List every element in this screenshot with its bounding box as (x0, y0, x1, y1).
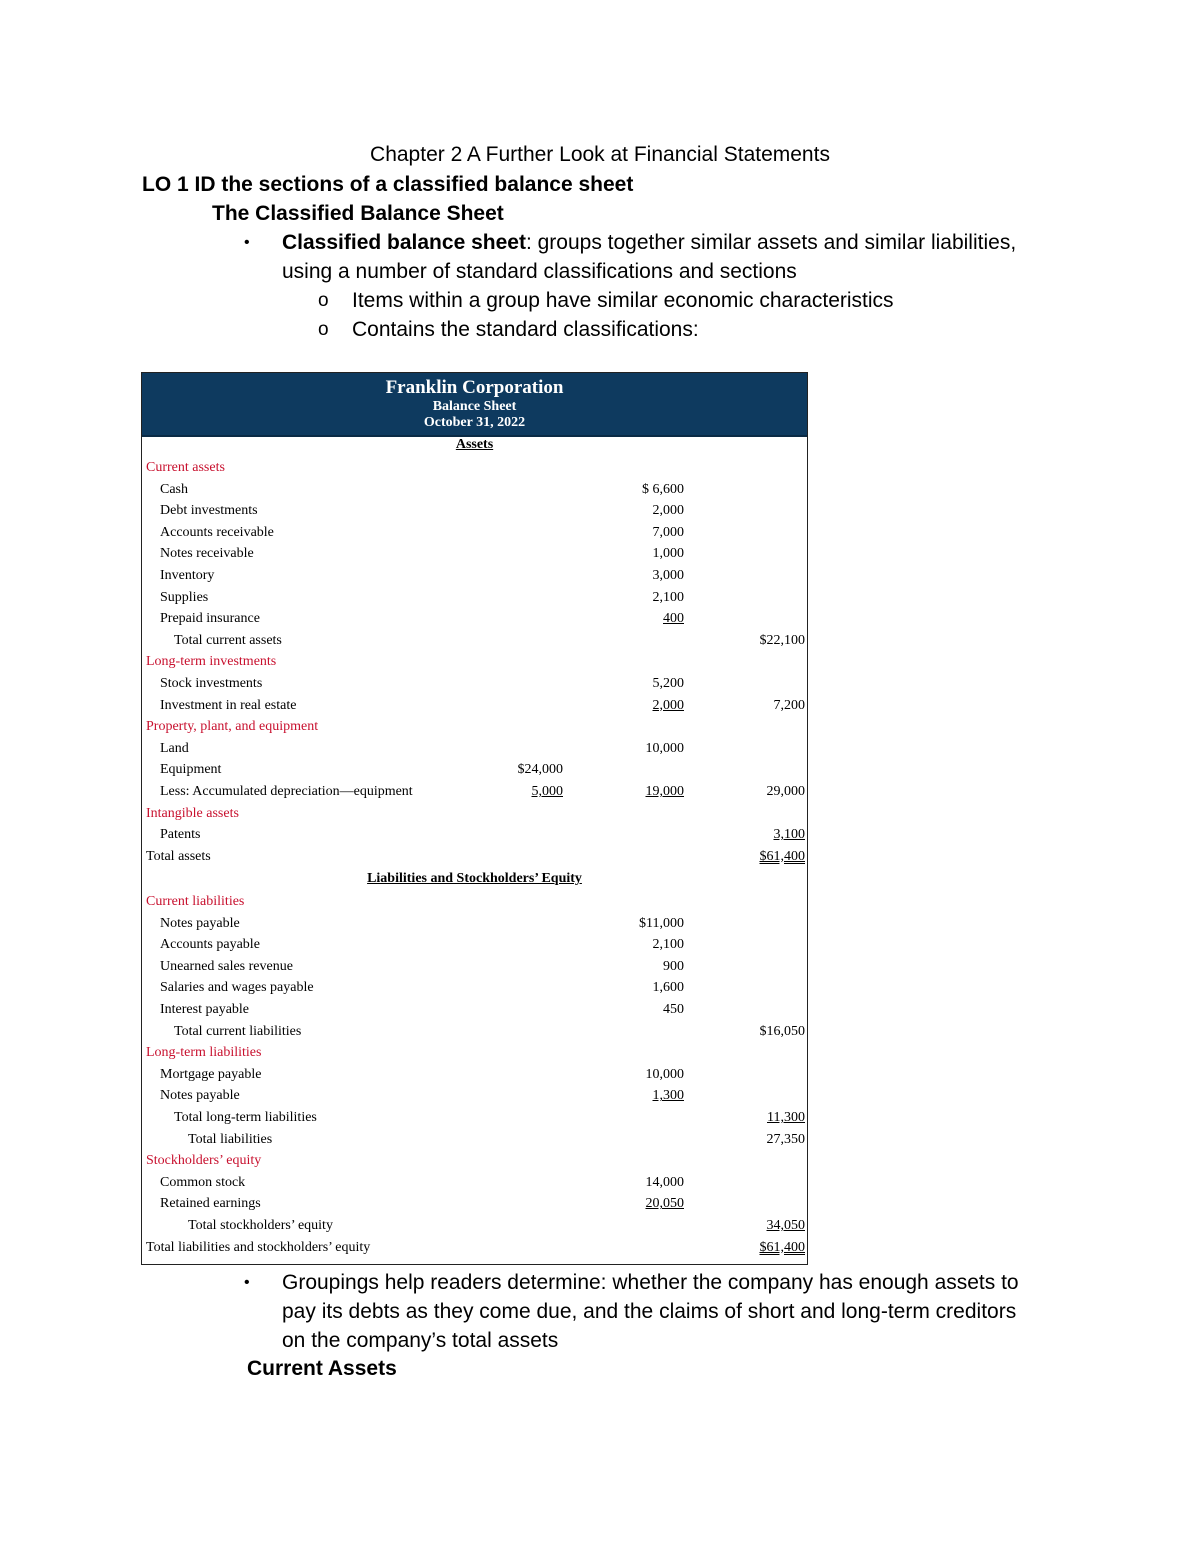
line-item-row (142, 913, 807, 934)
amount-col-1: 5,000 (531, 784, 563, 799)
sub-bullet-icon: o (318, 290, 329, 311)
row-label: Stock investments (160, 676, 263, 691)
line-item-row (142, 479, 807, 500)
subtotal-row (142, 1021, 807, 1042)
row-label: Accounts receivable (160, 524, 274, 540)
bullet-icon: • (244, 1274, 250, 1291)
amount-col-2: 5,200 (652, 676, 684, 691)
bullet-line-3: on the company’s total assets (282, 1329, 559, 1352)
statement-date: October 31, 2022 (423, 415, 526, 430)
line-item-row (142, 824, 807, 845)
row-label: Notes payable (160, 1088, 240, 1104)
line-item-row (142, 543, 807, 564)
liabilities-section-title: Liabilities and Stockholders’ Equity (367, 871, 582, 886)
amount-col-3: 3,100 (773, 827, 805, 843)
line-item-row (142, 608, 807, 629)
row-label: Retained earnings (160, 1196, 261, 1212)
line-item-row (142, 934, 807, 955)
amount-col-1: $24,000 (517, 762, 563, 778)
row-label: Property, plant, and equipment (146, 719, 319, 735)
row-label: Total liabilities and stockholders’ equity (146, 1239, 371, 1255)
amount-col-2: $11,000 (639, 915, 684, 931)
row-label: Long-term liabilities (146, 1045, 262, 1061)
amount-col-3: $22,100 (759, 632, 805, 648)
amount-col-3: 34,050 (766, 1218, 805, 1233)
amount-col-2: 1,300 (652, 1088, 684, 1104)
row-label: Salaries and wages payable (160, 980, 314, 996)
bullet-icon: • (244, 234, 250, 251)
row-label: Stockholders’ equity (146, 1153, 262, 1169)
company-name: Franklin Corporation (385, 377, 564, 398)
subtotal-row (142, 1215, 807, 1236)
amount-col-2: 2,100 (652, 937, 684, 953)
subtotal-row (142, 1129, 807, 1150)
line-item-row (142, 673, 807, 694)
sub-bullet-1 (318, 286, 894, 315)
category-row (142, 1150, 807, 1171)
line-item-row (142, 956, 807, 977)
grand-total-row (142, 1237, 807, 1258)
line-item-row (142, 977, 807, 998)
line-item-row (142, 738, 807, 759)
amount-col-2: 450 (663, 1002, 684, 1017)
row-label: Total current assets (174, 632, 282, 648)
current-assets-heading: Current Assets (247, 1357, 397, 1380)
amount-col-2: 10,000 (645, 740, 684, 756)
bullet-term: Classified balance sheet (282, 231, 526, 254)
statement-title: Balance Sheet (432, 399, 517, 414)
category-row (142, 1042, 807, 1063)
sub-bullet-text: Items within a group have similar economic characteristics (352, 289, 894, 312)
row-label: Supplies (160, 589, 209, 605)
category-row (142, 891, 807, 912)
section-subheading: The Classified Balance Sheet (212, 202, 504, 225)
row-label: Total assets (146, 848, 211, 864)
amount-col-3: $16,050 (759, 1023, 805, 1039)
balance-sheet-header (142, 373, 807, 437)
row-label: Unearned sales revenue (160, 958, 293, 974)
category-row (142, 457, 807, 478)
grand-total-row (142, 846, 807, 867)
amount-col-2: 2,000 (652, 697, 684, 713)
line-item-row (142, 500, 807, 521)
line-item-row (142, 522, 807, 543)
bullet-classified-balance-sheet (244, 228, 1062, 286)
amount-col-3: 29,000 (766, 784, 805, 799)
row-label: Notes payable (160, 915, 240, 931)
amount-col-2: 14,000 (645, 1174, 684, 1190)
line-item-row (142, 781, 807, 802)
row-label: Common stock (160, 1174, 246, 1190)
bullet-line-1: Groupings help readers determine: whether the company has enough assets to (282, 1271, 1019, 1294)
row-label: Long-term investments (146, 654, 277, 670)
line-item-row (142, 999, 807, 1020)
row-label: Cash (160, 481, 188, 497)
row-label: Current assets (146, 460, 225, 475)
amount-col-2: 3,000 (652, 568, 684, 583)
category-row (142, 716, 807, 737)
amount-col-3: 7,200 (773, 697, 805, 713)
subtotal-row (142, 630, 807, 651)
amount-col-3: $61,400 (759, 848, 805, 864)
sub-bullet-text: Contains the standard classifications: (352, 318, 699, 341)
row-label: Interest payable (160, 1002, 250, 1017)
sub-bullet-2 (318, 315, 699, 344)
subtotal-row (142, 1107, 807, 1128)
row-label: Inventory (160, 568, 215, 583)
amount-col-2: 2,000 (652, 503, 684, 519)
line-item-row (142, 587, 807, 608)
bullet-groupings (244, 1268, 1062, 1355)
bullet-text-1: : groups together similar assets and similar liabilities, (525, 231, 1017, 254)
amount-col-3: $61,400 (759, 1239, 805, 1255)
bullet-line-1 (282, 228, 1062, 257)
line-item-row (142, 1064, 807, 1085)
row-label: Total liabilities (188, 1131, 273, 1147)
amount-col-2: 1,000 (652, 546, 684, 562)
line-item-row (142, 1085, 807, 1106)
bullet-line-2: using a number of standard classifications and sections (282, 260, 797, 283)
row-label: Equipment (160, 762, 222, 778)
amount-col-2: 2,100 (652, 589, 684, 605)
row-label: Total current liabilities (174, 1023, 302, 1039)
amount-col-3: 27,350 (766, 1131, 805, 1147)
line-item-row (142, 759, 807, 780)
row-label: Total stockholders’ equity (188, 1218, 333, 1233)
amount-col-2: 19,000 (645, 784, 684, 799)
line-item-row (142, 1193, 807, 1214)
row-label: Patents (160, 827, 201, 843)
category-row (142, 803, 807, 824)
row-label: Intangible assets (146, 805, 239, 821)
learning-objective-heading: LO 1 ID the sections of a classified balance sheet (142, 173, 634, 196)
row-label: Debt investments (160, 503, 258, 519)
amount-col-2: 900 (663, 958, 684, 974)
amount-col-2: 1,600 (652, 980, 684, 996)
sub-bullet-icon: o (318, 319, 329, 340)
amount-col-2: 400 (663, 611, 684, 627)
category-row (142, 651, 807, 672)
amount-col-2: $ 6,600 (642, 481, 684, 497)
row-label: Prepaid insurance (160, 611, 260, 627)
bullet-line-2: pay its debts as they come due, and the claims of short and long-term creditors (282, 1300, 1017, 1323)
line-item-row (142, 1172, 807, 1193)
row-label: Notes receivable (160, 546, 254, 562)
row-label: Land (160, 740, 189, 756)
row-label: Investment in real estate (160, 697, 297, 713)
row-label: Mortgage payable (160, 1066, 262, 1082)
assets-section-title: Assets (455, 437, 494, 452)
document-title: Chapter 2 A Further Look at Financial Statements (370, 143, 830, 166)
amount-col-3: 11,300 (767, 1110, 805, 1125)
balance-sheet-figure (141, 372, 808, 1265)
row-label: Total long-term liabilities (174, 1110, 317, 1125)
amount-col-2: 20,050 (645, 1196, 684, 1212)
row-label: Current liabilities (146, 894, 245, 909)
line-item-row (142, 565, 807, 586)
amount-col-2: 7,000 (652, 524, 684, 540)
line-item-row (142, 695, 807, 716)
amount-col-2: 10,000 (645, 1066, 684, 1082)
row-label: Less: Accumulated depreciation—equipment (160, 784, 413, 799)
row-label: Accounts payable (160, 937, 260, 953)
